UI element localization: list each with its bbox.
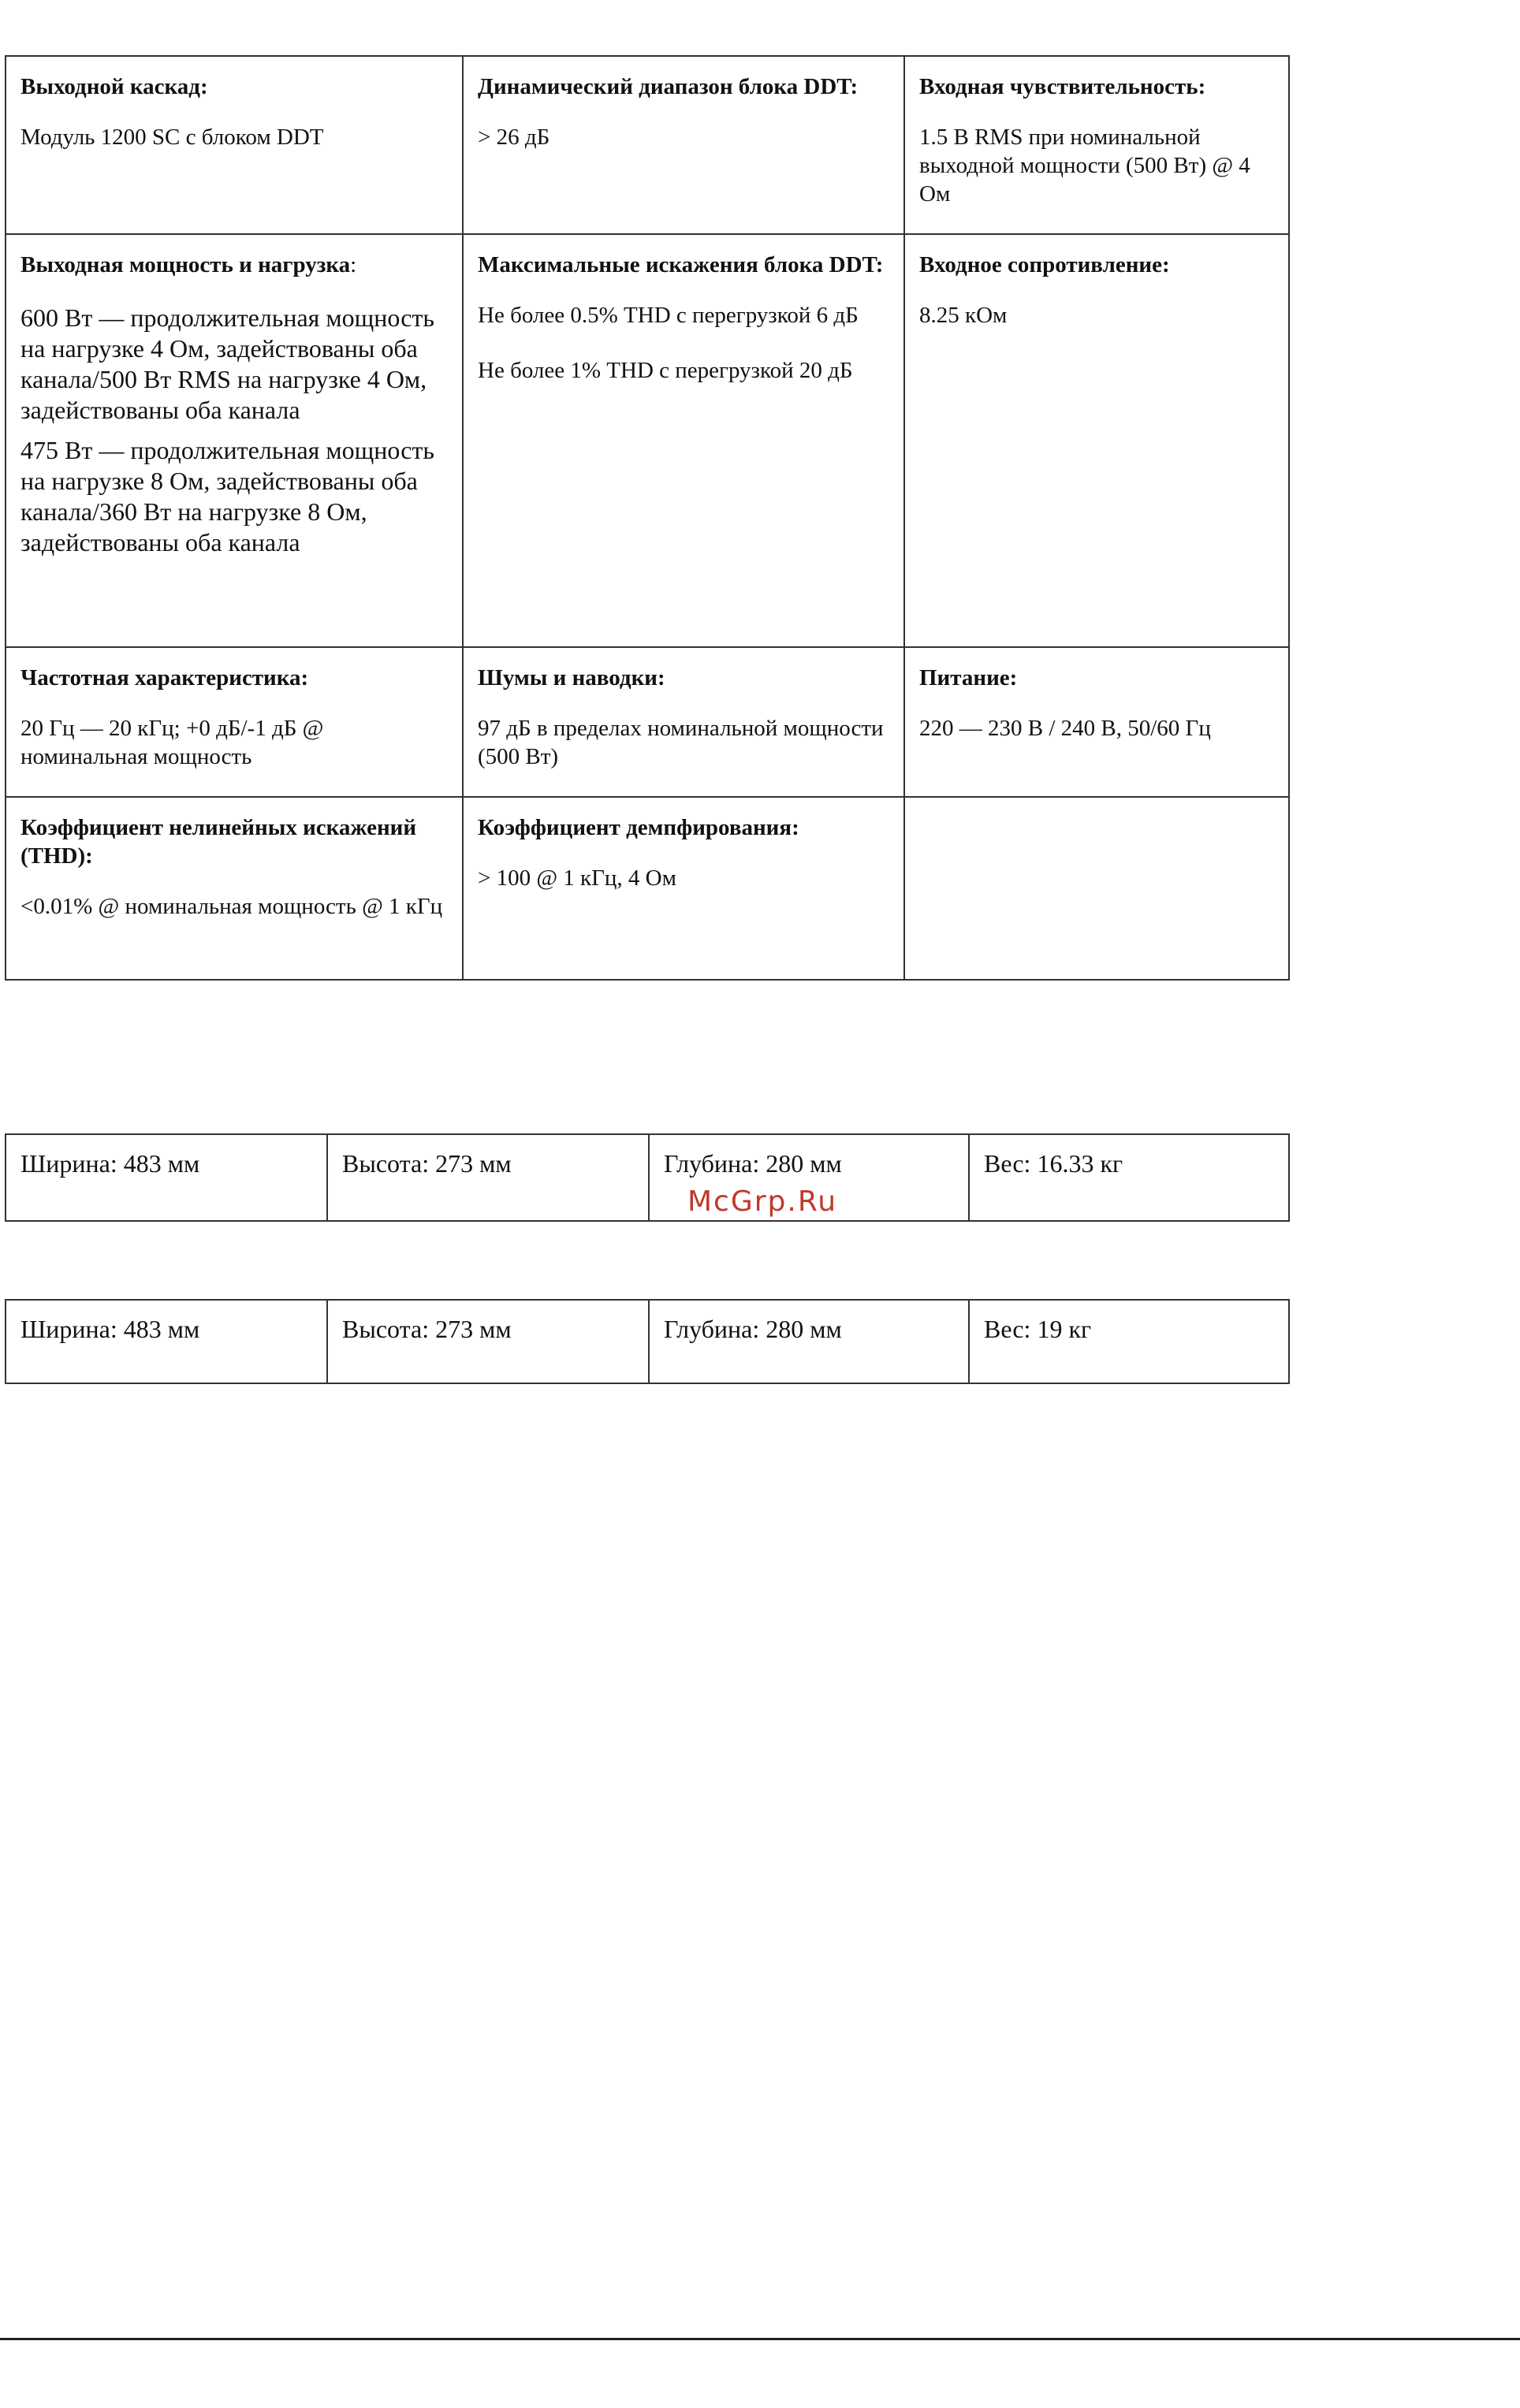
footer-divider xyxy=(0,2338,1520,2340)
table-row xyxy=(6,647,1289,797)
dimension-weight: Вес: 19 кг xyxy=(969,1300,1289,1383)
spec-value: > 100 @ 1 кГц, 4 Ом xyxy=(478,865,676,891)
spec-value: 475 Вт — продолжительная мощность на нагрузке 8 Ом, задействованы оба канала/360 Вт на нагрузке 8 Ом, задействованы оба канала xyxy=(20,436,434,556)
spec-label-colon: : xyxy=(350,252,357,277)
spec-cell-noise xyxy=(463,647,904,797)
spec-cell-thd xyxy=(6,797,463,980)
spec-label: Питание: xyxy=(919,665,1018,690)
spec-value: 600 Вт — продолжительная мощность на нагрузке 4 Ом, задействованы оба канала/500 Вт RMS на нагрузке 4 Ом, задействованы оба канала xyxy=(20,303,434,424)
spec-value: 97 дБ в пределах номинальной мощности (500 Вт) xyxy=(478,716,884,769)
spec-label: Входная чувствительность: xyxy=(919,74,1206,99)
spec-cell-input-sensitivity xyxy=(904,56,1289,234)
spec-value: Не более 0.5% THD с перегрузкой 6 дБ xyxy=(478,303,859,328)
dimension-depth: Глубина: 280 мм xyxy=(649,1300,969,1383)
table-row xyxy=(6,1134,1289,1221)
dimension-height: Высота: 273 мм xyxy=(327,1134,649,1221)
dimensions-table-1 xyxy=(5,1133,1290,1222)
spec-label xyxy=(20,251,448,279)
spec-value: > 26 дБ xyxy=(478,125,550,150)
spec-value: <0.01% @ номинальная мощность @ 1 кГц xyxy=(20,894,443,919)
spec-label: Динамический диапазон блока DDT: xyxy=(478,74,859,99)
spec-cell-input-impedance xyxy=(904,234,1289,647)
spec-cell-output-stage xyxy=(6,56,463,234)
spec-cell-damping-factor xyxy=(463,797,904,980)
dimension-depth: Глубина: 280 мм xyxy=(649,1134,969,1221)
spec-label: Выходной каскад: xyxy=(20,74,208,99)
spec-label: Максимальные искажения блока DDT: xyxy=(478,252,884,277)
spec-cell-power-supply xyxy=(904,647,1289,797)
spec-cell-ddt-dynamic-range xyxy=(463,56,904,234)
spec-label: Коэффициент нелинейных искажений (THD): xyxy=(20,815,417,869)
table-row xyxy=(6,1300,1289,1383)
spec-cell-empty xyxy=(904,797,1289,980)
spec-label: Коэффициент демпфирования: xyxy=(478,815,799,840)
spec-value: 1.5 В RMS при номинальной выходной мощности (500 Вт) @ 4 Ом xyxy=(919,125,1250,207)
specifications-table xyxy=(5,55,1290,981)
dimension-width: Ширина: 483 мм xyxy=(6,1134,327,1221)
spec-value: 220 — 230 В / 240 В, 50/60 Гц xyxy=(919,716,1211,741)
spec-value: Не более 1% THD с перегрузкой 20 дБ xyxy=(478,358,853,383)
spec-value: 8.25 кОм xyxy=(919,303,1008,328)
spec-label: Частотная характеристика: xyxy=(20,665,309,690)
dimensions-table-2 xyxy=(5,1299,1290,1384)
dimension-weight: Вес: 16.33 кг xyxy=(969,1134,1289,1221)
dimension-height: Высота: 273 мм xyxy=(327,1300,649,1383)
watermark: McGrp.Ru xyxy=(687,1185,838,1218)
spec-label-text: Выходная мощность и нагрузка xyxy=(20,252,351,277)
spec-value: Модуль 1200 SC с блоком DDT xyxy=(20,125,324,150)
spec-label: Шумы и наводки: xyxy=(478,665,665,690)
spec-cell-ddt-max-distortion xyxy=(463,234,904,647)
table-row xyxy=(6,797,1289,980)
spec-cell-output-power xyxy=(6,234,463,647)
dimension-width: Ширина: 483 мм xyxy=(6,1300,327,1383)
table-row xyxy=(6,234,1289,647)
spec-label: Входное сопротивление: xyxy=(919,252,1170,277)
table-row xyxy=(6,56,1289,234)
spec-value: 20 Гц — 20 кГц; +0 дБ/-1 дБ @ номинальная мощность xyxy=(20,716,324,769)
spec-cell-frequency-response xyxy=(6,647,463,797)
